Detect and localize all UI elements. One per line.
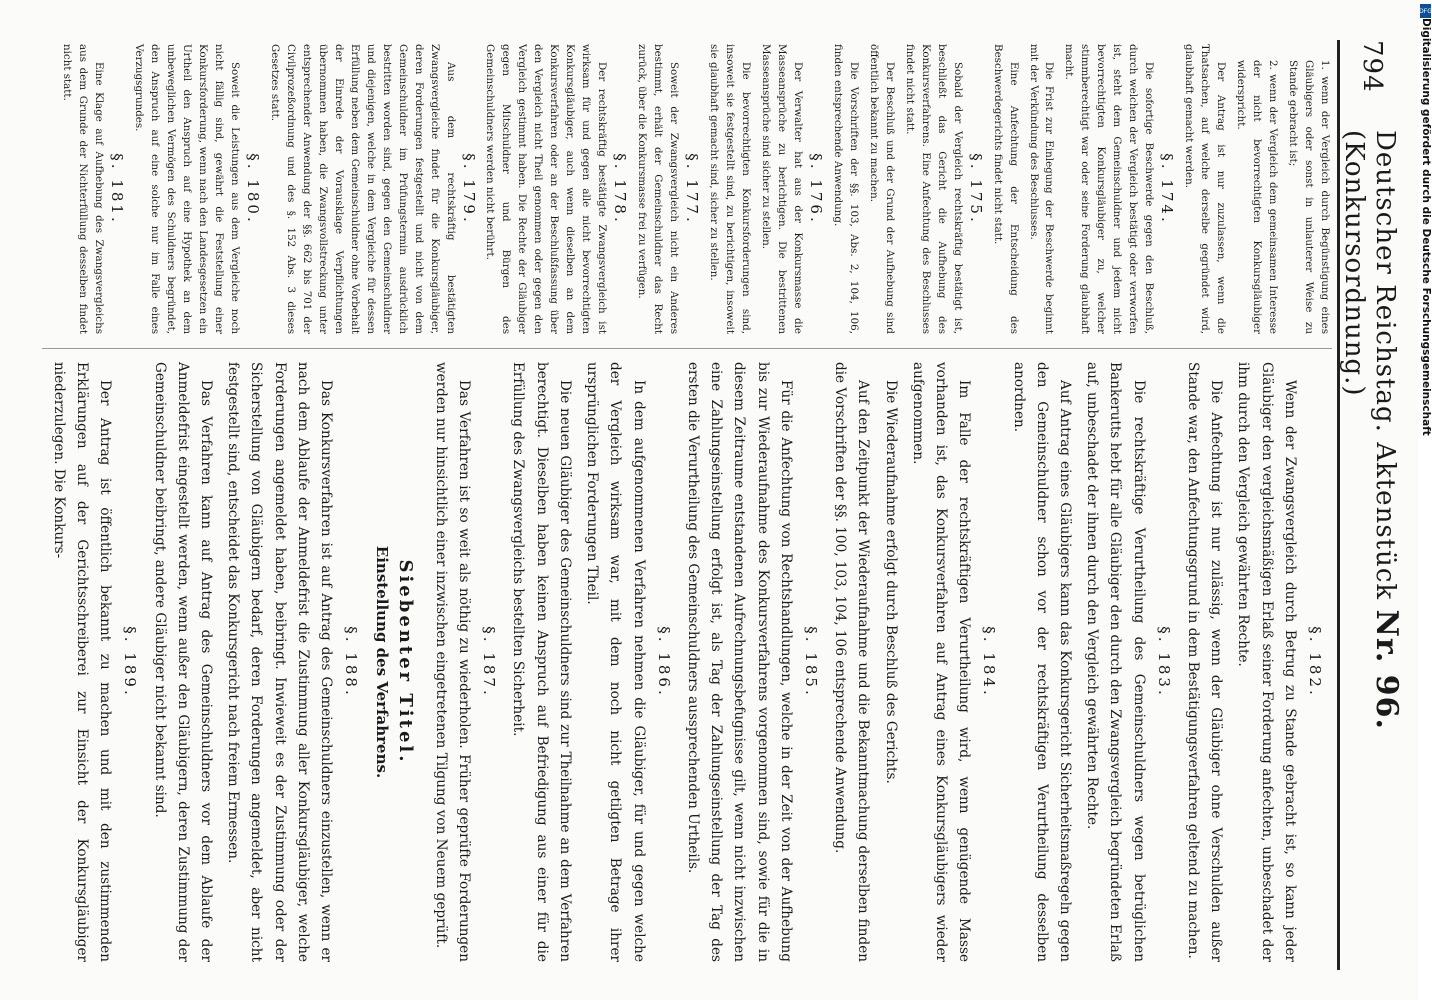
section-heading: §. 176. <box>806 153 825 225</box>
funding-note: Digitalisierung gefördert durch die Deutsche Forschungsgemeinschaft <box>1420 18 1432 436</box>
list-item: 2. wenn der Vergleich dem gemeinsamen Interesse der nicht bevorrechtigten Konkursgläubiger widerspricht. <box>1235 60 1280 334</box>
text-column-left <box>54 44 1332 334</box>
page-header <box>1340 40 1404 970</box>
section-heading: §. 179. <box>459 153 478 225</box>
paragraph: Eine Klage auf Aufhebung des Zwangsvergleichs aus dem Grunde der Nichterfüllung desselben findet nicht statt. <box>61 44 106 334</box>
section-heading: §. 180. <box>243 153 262 225</box>
paragraph: Die Anfechtung ist nur zulässig, wenn der Gläubiger ohne Verschulden außer Stande war, den Anfechtungsgrund in dem Bestätigungsverfahren geltend zu machen. <box>1184 362 1225 962</box>
paragraph: Der rechtskräftig bestätigte Zwangsvergleich ist wirksam für und gegen alle nicht bevorrechtigten Konkursgläubiger, auch wenn dieselben an dem Konkursverfahren oder an der Beschlußfassung über den Vergleich nicht Theil genommen oder gegen den Vergleich gestimmt haben. Die Rechte der Gläubiger gegen Mitschuldner und Bürgen des Gemeinschuldners werden nicht berührt. <box>484 44 609 334</box>
paragraph: Die Vorschriften der §§. 103, Abs. 2, 104, 106, finden entsprechende Anwendung. <box>831 44 860 334</box>
section-heading: §. 187. <box>480 626 499 698</box>
title-subheading: Einstellung des Verfahrens. <box>373 545 392 779</box>
section-heading: §. 181. <box>108 153 127 225</box>
paragraph: Aus dem rechtskräftig bestätigten Zwangsvergleiche findet für die Konkursgläubiger, deren Forderungen festgestellt und nicht von dem Gemeinschuldner im Prüfungstermin ausdrücklich bestritten worden sind, gegen den Gemeinschuldner und diejenigen, welche in dem Vergleiche für dessen Erfüllung neben dem Gemeinschuldner ohne Vorbehalt der Einrede der Vorausklage Verpflichtungen übernommen haben, die Zwangsvollstreckung unter entsprechender Anwendung der §§. 662 bis 701 der Civilprozeßordnung und des §. 152 Abs. 3 dieses Gesetzes statt. <box>268 44 457 334</box>
title-suffix: (Konkursordnung.) <box>1339 130 1370 397</box>
paragraph: Der Antrag ist öffentlich bekannt zu machen und mit den zustimmenden Erklärungen auf der Gerichtsschreiberei zur Einsicht der Konkursgläubiger niederzulegen. Die Konkurs- <box>50 362 114 962</box>
rotated-document <box>32 0 1432 1000</box>
section-heading: §. 182. <box>1306 626 1324 698</box>
section-heading: §. 189. <box>121 626 140 698</box>
paragraph: Die sofortige Beschwerde gegen den Beschluß, durch welchen der Vergleich bestätigt oder verworfen ist, steht dem Gemeinschuldner und jedem nicht bevorrechtigten Konkursgläubiger zu, welcher stimmberechtigt war oder seine Forderung glaubhaft macht. <box>1063 44 1156 334</box>
section-heading: §. 174. <box>1158 153 1177 225</box>
text-column-right <box>43 362 1332 962</box>
paragraph: Die bevorrechtigten Konkursforderungen sind, insoweit sie festgestellt sind, zu berichtigen, insoweit sie glaubhaft gemacht sind, sicher zu stellen. <box>708 44 753 334</box>
paragraph: Die Frist zur Einlegung der Beschwerde beginnt mit der Verkündung des Beschlusses. <box>1027 44 1056 334</box>
section-heading: §. 178. <box>611 153 630 225</box>
paragraph: Das Verfahren ist so weit als nöthig zu wiederholen. Früher geprüfte Forderungen werden nur hinsichtlich einer inzwischen eingetretenen Tilgung von Neuem geprüft. <box>432 362 473 962</box>
paragraph: Auf den Zeitpunkt der Wiederaufnahme und die Bekanntmachung derselben finden die Vorschriften der §§. 100, 103, 104, 106 entsprechende Anwendung. <box>832 362 872 962</box>
section-heading: §. 177. <box>683 153 702 225</box>
title-number: Nr. 96. <box>1369 609 1405 730</box>
paragraph: Das Konkursverfahren ist auf Antrag des Gemeinschuldners einzustellen, wenn er nach dem Ablaufe der Anmeldefrist die Zustimmung aller Konkursgläubiger, welche Forderungen angemeldet haben, beibringt. Inwieweit es der Zustimmung oder der Sicherstellung von Gläubigern bedarf, deren Forderungen angemeldet, aber nicht festgestellt sind, entscheidet das Konkursgericht nach freiem Ermessen. <box>225 362 335 962</box>
paragraph: Sobald der Vergleich rechtskräftig bestätigt ist, beschließt das Gericht die Aufhebung des Konkursverfahrens. Eine Anfechtung des Beschlusses findet nicht statt. <box>903 44 964 334</box>
paragraph: Wenn der Zwangsvergleich durch Betrug zu Stande gebracht ist, so kann jeder Gläubiger den vergleichsmäßigen Erlaß seiner Forderung anfechten, unbeschadet der ihm durch den Vergleich gewährten Rechte. <box>1235 362 1298 962</box>
paragraph: In dem aufgenommenen Verfahren nehmen die Gläubiger, für und gegen welche der Vergleich wirksam war, mit dem noch nicht getilgten Betrage ihrer ursprünglichen Forderungen Theil. <box>584 362 647 962</box>
paragraph: Der Verwalter hat aus der Konkursmasse die Masseansprüche zu berichtigen. Die bestrittenen Masseansprüche sind sicher zu stellen. <box>760 44 804 334</box>
section-heading: §. 185. <box>801 626 820 698</box>
title-heading: Siebenter Titel. <box>394 559 416 765</box>
section-heading: §. 183. <box>1154 626 1173 698</box>
paragraph: Für die Anfechtung von Rechtshandlungen, welche in der Zeit von der Aufhebung bis zur Wiederaufnahme des Konkursverfahrens vorgenommen sind, sowie für die in diesem Zeitraume entstandenen Aufrechnungsbefugnisse gilt, wenn nicht inzwischen eine Zahlungseinstellung erfolgt ist, als Tag der Zahlungseinstellung der Tag des ersten die Verurtheilung des Gemeinschuldners aussprechenden Urtheils. <box>684 362 794 962</box>
header-rule <box>1337 40 1340 970</box>
paragraph: Die Wiederaufnahme erfolgt durch Beschluß des Gerichts. <box>882 380 899 784</box>
section-heading: §. 175. <box>966 153 985 225</box>
paragraph: Im Falle der rechtskräftigen Verurtheilung wird, wenn genügende Masse vorhanden ist, das Konkursverfahren auf Antrag eines Konkursgläubigers wieder aufgenommen. <box>909 362 973 962</box>
section-heading: §. 188. <box>342 626 361 698</box>
paragraph: Die neuen Gläubiger des Gemeinschuldners sind zur Theilnahme an dem Verfahren berechtigt. Dieselben haben keinen Anspruch auf Befriedigung aus einer für die Erfüllung des Zwangsvergleichs bestellten Sicherheit. <box>510 362 573 962</box>
paragraph: Das Verfahren kann auf Antrag des Gemeinschuldners vor dem Ablaufe der Anmeldefrist eingestellt werden, wenn außer den Gläubigern, deren Zustimmung der Gemeinschuldner beibringt, andere Gläubiger nicht bekannt sind. <box>151 362 215 962</box>
column-divider <box>42 348 1332 349</box>
paragraph: Die rechtskräftige Verurtheilung des Gemeinschuldners wegen betrüglichen Bankerutts hebt für alle Gläubiger den durch den Zwangsvergleich begründeten Erlaß auf, unbeschadet der ihnen durch den Vergleich gewährten Rechte. <box>1084 362 1147 962</box>
title-prefix: Deutscher Reichstag. Aktenstück <box>1370 130 1401 601</box>
page-title <box>1340 130 1405 970</box>
paragraph: Der Beschluß und der Grund der Aufhebung sind öffentlich bekannt zu machen. <box>867 44 896 334</box>
section-heading: §. 186. <box>654 626 673 698</box>
section-heading: §. 184. <box>980 626 999 698</box>
paragraph: Der Antrag ist nur zuzulassen, wenn die Thatsachen, auf welche derselbe gegründet wird, glaubhaft gemacht werden. <box>1183 44 1228 334</box>
page-number: 794 <box>1357 40 1387 93</box>
list-item: 1. wenn der Vergleich durch Begünstigung eines Gläubigers oder sonst in unlauterer Weise zu Stande gebracht ist; <box>1287 60 1331 334</box>
paragraph: Eine Anfechtung der Entscheidung des Beschwerdegerichts findet nicht statt. <box>991 44 1020 334</box>
paragraph: Soweit der Zwangsvergleich nicht ein Anderes bestimmt, erhält der Gemeinschuldner das Recht zurück, über die Konkursmasse frei zu verfügen. <box>636 44 681 334</box>
dfg-logo: DFG <box>1420 4 1431 18</box>
paragraph: Soweit die Leistungen aus dem Vergleiche noch nicht fällig sind, gewährt die Feststellung einer Konkursforderung, wenn nach den Landesgesetzen ein Urtheil den Anspruch auf eine Hypothek an dem unbeweglichen Vermögen des Schuldners begründet, den Anspruch auf eine solche nur im Falle eines Verzugsgrundes. <box>133 44 241 334</box>
paragraph: Auf Antrag eines Gläubigers kann das Konkursgericht Sicherheitsmaßregeln gegen den Gemeinschuldner schon vor der rechtskräftigen Verurtheilung desselben anordnen. <box>1010 362 1073 962</box>
